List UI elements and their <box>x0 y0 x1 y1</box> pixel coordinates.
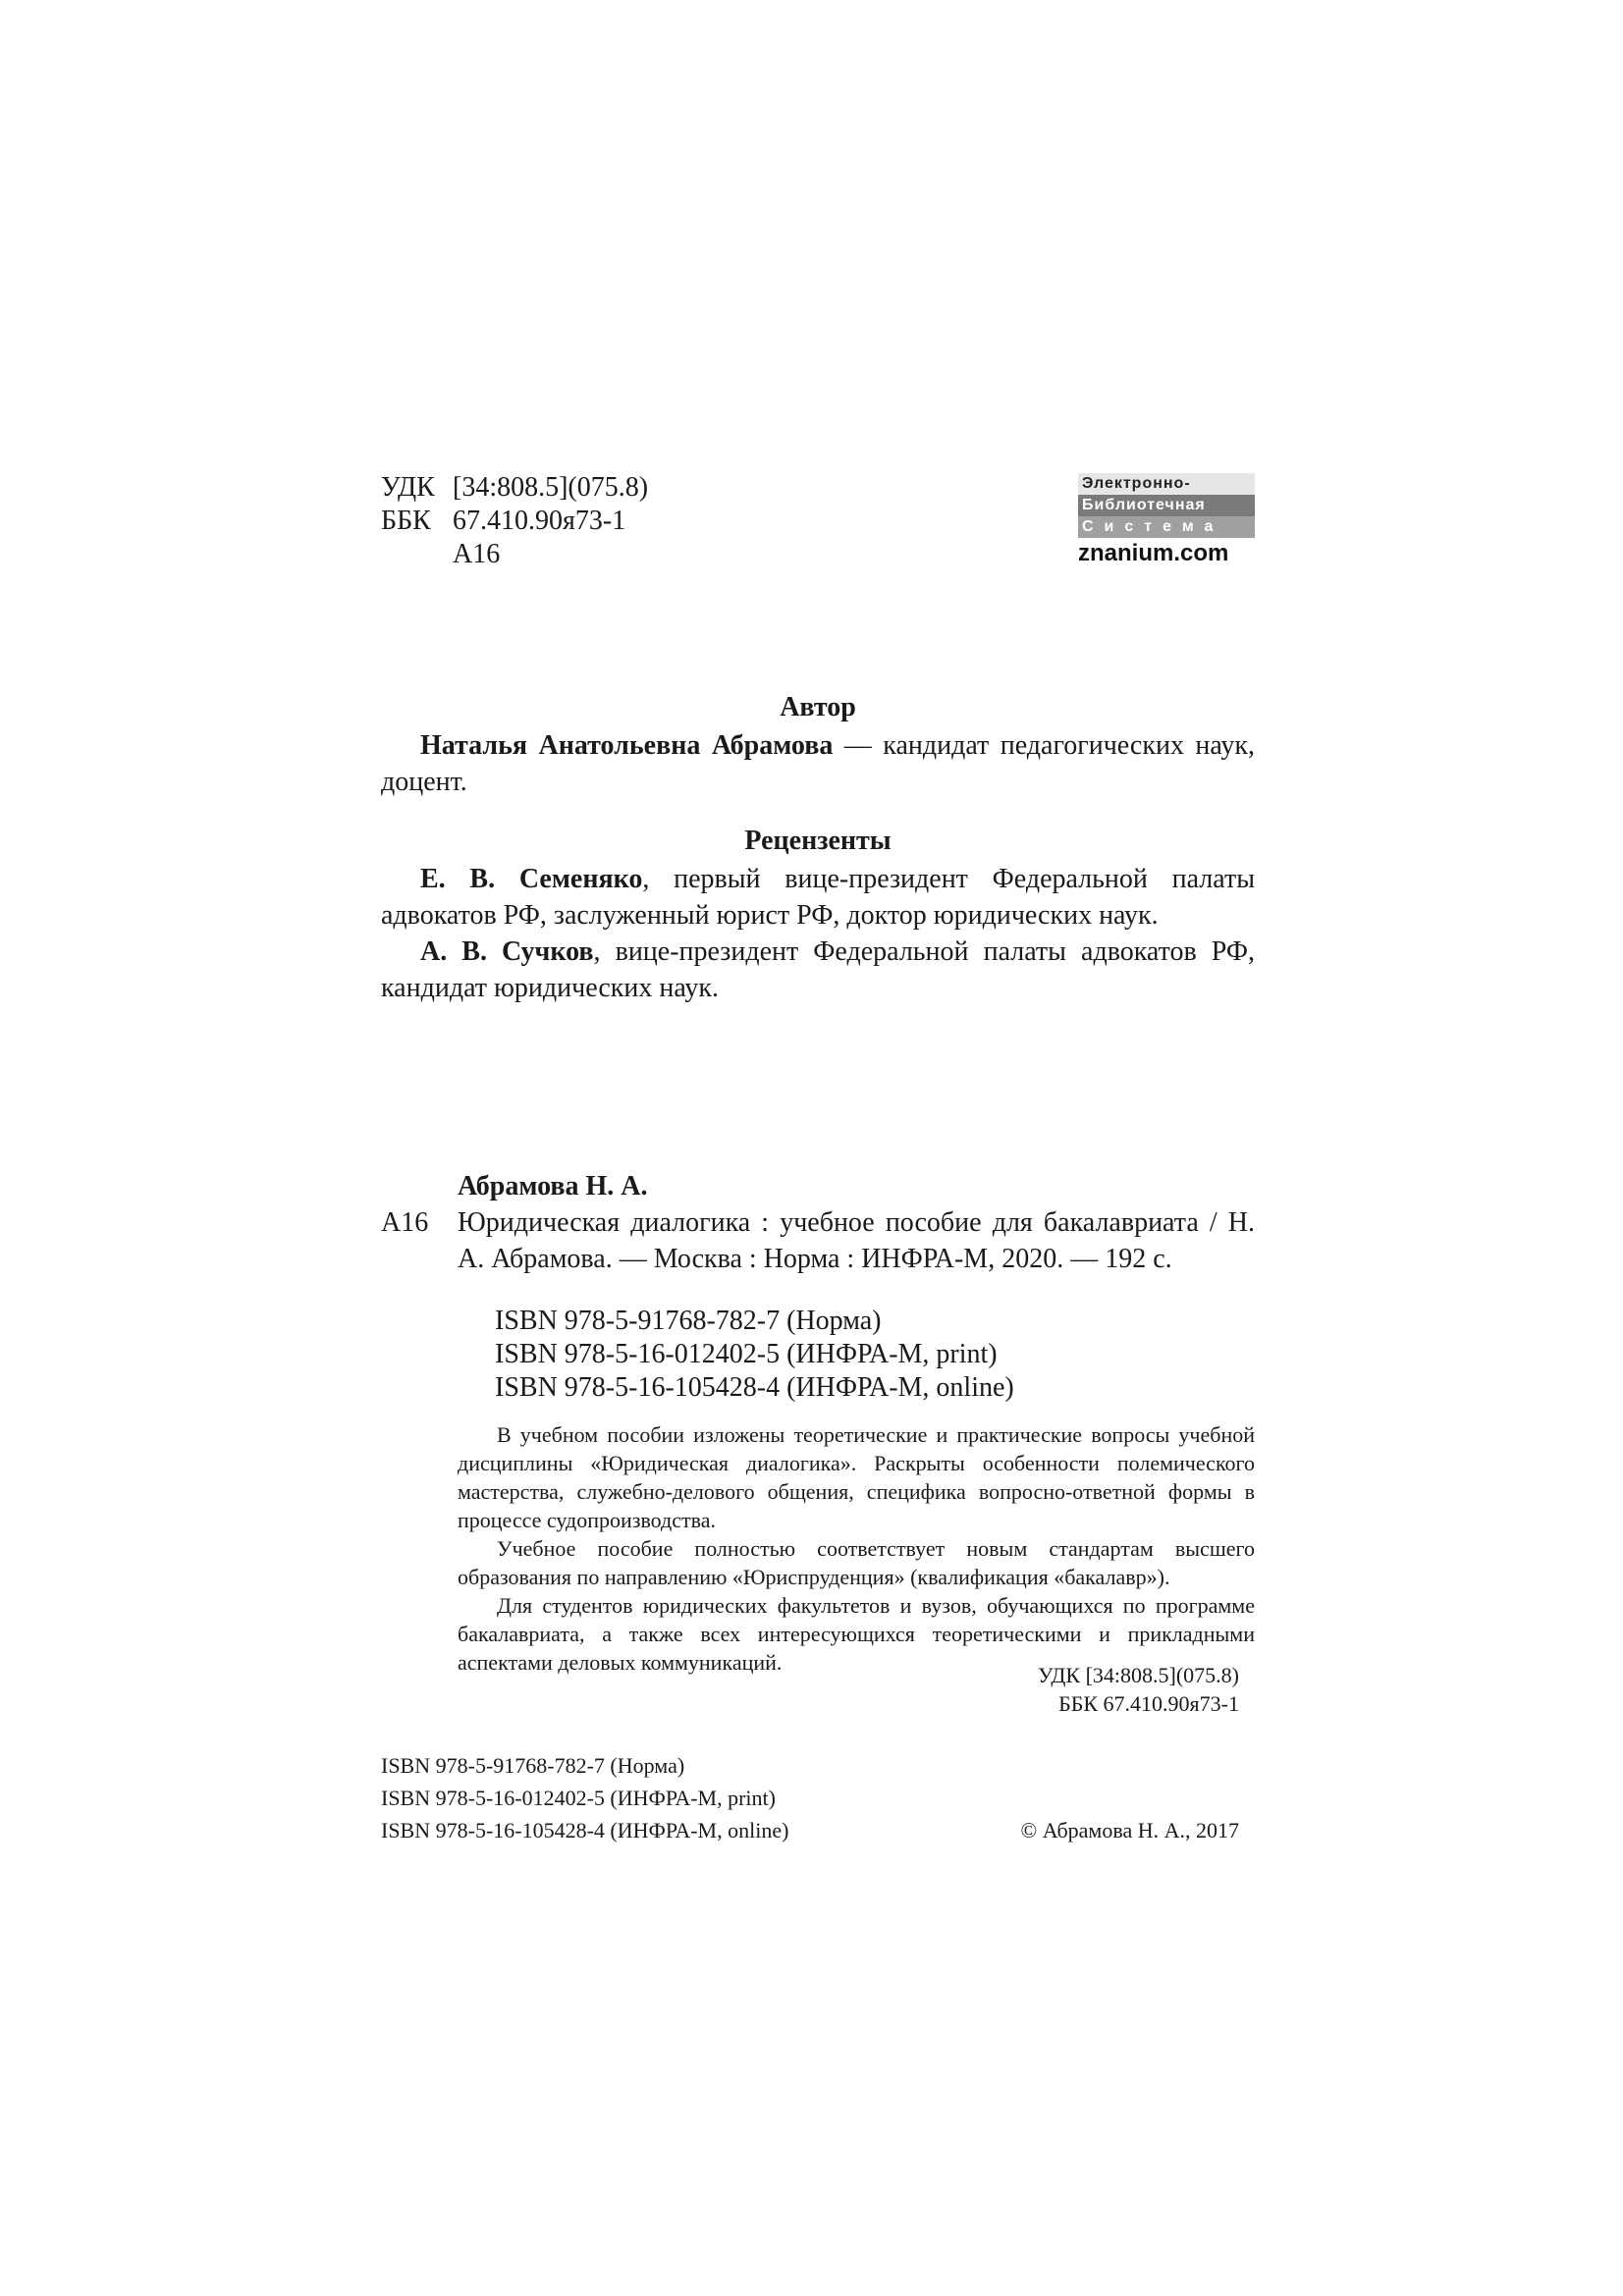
isbn-line: ISBN 978-5-16-012402-5 (ИНФРА-М, print) <box>381 1786 776 1810</box>
reviewer-name: А. В. Сучков <box>420 936 594 967</box>
reviewer-name: Е. В. Семеняко <box>420 864 643 894</box>
annotation <box>458 1420 1255 1677</box>
bbk-label: ББК <box>381 506 431 536</box>
bib-code: А16 <box>381 1207 429 1238</box>
udc-right-block <box>982 1661 1239 1718</box>
reviewer-item <box>381 861 1255 934</box>
reviewer-description: , первый вице-президент Федеральной палаты адвокатов РФ, заслуженный юрист РФ, доктор юридических наук. <box>381 864 1256 931</box>
udk-label: УДК <box>381 472 435 503</box>
bib-description: Юридическая диалогика : учебное пособие для бакалавриата / Н. А. Абрамова. — Москва : Норма : ИНФРА-М, 2020. — 192 с. <box>458 1207 1255 1274</box>
reviewers-list <box>381 861 1255 1006</box>
logo-site: znanium.com <box>1078 540 1229 566</box>
isbn-line: ISBN 978-5-16-012402-5 (ИНФРА-М, print) <box>495 1339 998 1369</box>
isbn-line: ISBN 978-5-16-105428-4 (ИНФРА-М, online) <box>381 1818 789 1842</box>
znanium-logo <box>1078 473 1255 567</box>
annotation-paragraph: Для студентов юридических факультетов и вузов, обучающихся по программе бакалавриата, а также всех интересующихся теоретическими и прикладными аспектами деловых коммуникаций. <box>458 1593 1255 1675</box>
author-mark: А16 <box>453 539 501 569</box>
isbn-line: ISBN 978-5-91768-782-7 (Норма) <box>495 1306 882 1336</box>
bbk-value: 67.410.90я73-1 <box>453 506 626 536</box>
udk-row <box>381 469 648 503</box>
copyright: © Абрамова Н. А., 2017 <box>1020 1818 1239 1842</box>
bib-isbn-list <box>495 1303 1014 1403</box>
logo-line-3: Система <box>1078 516 1255 538</box>
annotation-paragraph: Учебное пособие полностью соответствует новым стандартам высшего образования по направлению «Юриспруденция» (квалификация «бакалавр»). <box>458 1536 1255 1589</box>
annotation-paragraph: В учебном пособии изложены теоретические и практические вопросы учебной дисциплины «Юридическая диалогика». Раскрыты особенности полемического мастерства, служебно-делового общения, специфика вопросно-ответной формы в процессе судопроизводства. <box>458 1422 1255 1532</box>
bib-author: Абрамова Н. А. <box>458 1171 648 1201</box>
reviewer-description: , вице-президент Федеральной палаты адвокатов РФ, кандидат юридических наук. <box>381 936 1255 1003</box>
reviewers-heading: Рецензенты <box>744 826 892 856</box>
udk-value: [34:808.5](075.8) <box>453 472 649 503</box>
udk-right: УДК [34:808.5](075.8) <box>1038 1663 1239 1687</box>
reviewer-item <box>381 934 1255 1006</box>
classification-block <box>381 469 648 569</box>
bottom-isbn-list <box>381 1751 788 1848</box>
isbn-line: ISBN 978-5-16-105428-4 (ИНФРА-М, online) <box>495 1372 1014 1403</box>
bbk-row <box>381 503 648 536</box>
isbn-line: ISBN 978-5-91768-782-7 (Норма) <box>381 1753 685 1778</box>
author-heading: Автор <box>780 692 856 722</box>
author-name: Наталья Анатольевна Абрамова <box>420 730 834 761</box>
bbk-right: ББК 67.410.90я73-1 <box>1058 1691 1239 1716</box>
author-paragraph <box>381 727 1255 800</box>
author-mark-row <box>381 536 648 569</box>
logo-line-2: Библиотечная <box>1078 495 1255 516</box>
logo-line-1: Электронно- <box>1078 473 1255 495</box>
author-description: — кандидат педагогических наук, доцент. <box>381 730 1256 797</box>
